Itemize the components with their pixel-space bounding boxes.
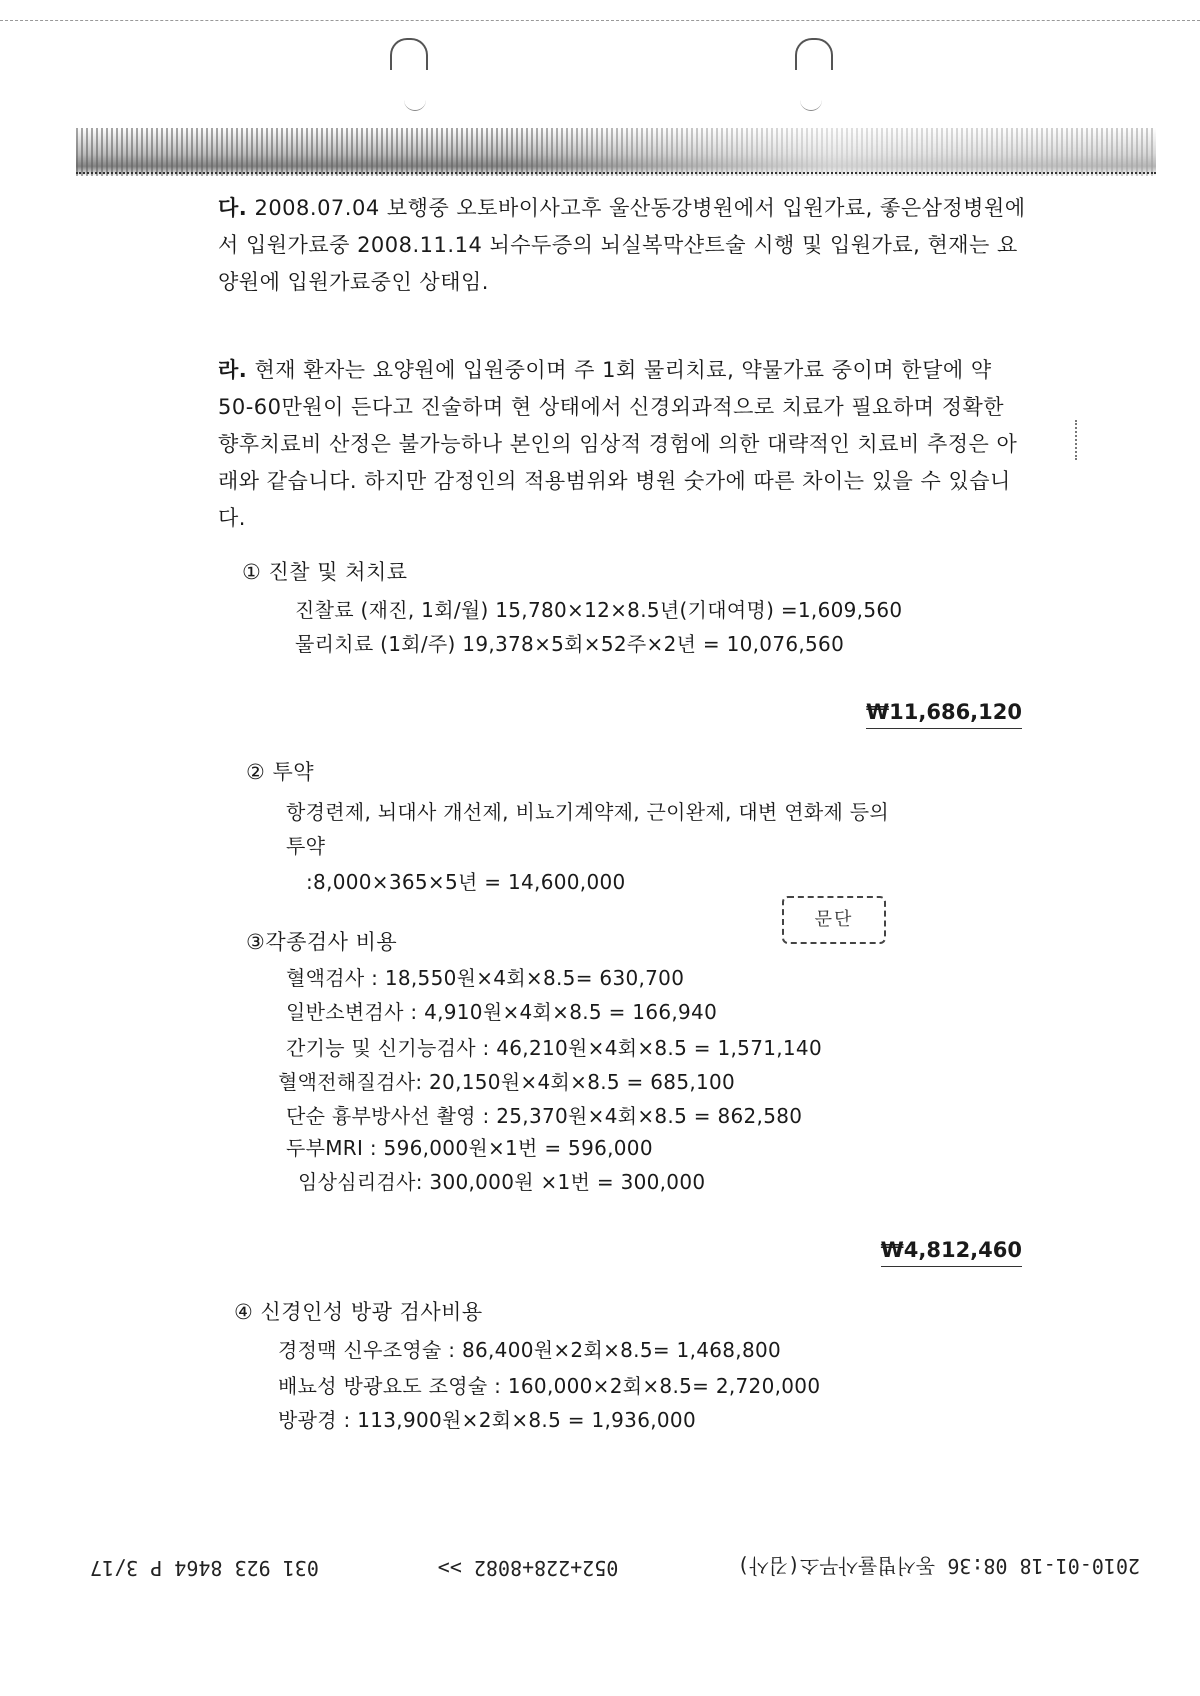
fax-timestamp: 2010-01-18 08:36 동서법률사무소(김사) — [737, 1554, 1140, 1579]
paragraph-da — [218, 190, 1028, 301]
scan-side-marks — [1075, 420, 1083, 460]
paragraph-ra — [218, 352, 1028, 537]
paragraph-ra-text: 현재 환자는 요양원에 입원중이며 주 1회 물리치료, 약물가료 중이며 한달에 약 50-60만원이 든다고 진술하며 현 상태에서 신경외과적으로 치료가 필요하며 정확한 향후치료비 산정은 불가능하나 본인의 임상적 경험에 의한 대략적인 치료비 추정은 아래와 같습니다. 하지만 감정인의 적용범위와 병원 숫가에 따른 차이는 있을 수 있습니다. — [218, 358, 1018, 530]
section-1-total: ₩11,686,120 — [866, 700, 1022, 729]
stamp-mark: 문단 — [782, 896, 886, 944]
section-2-title: ② 투약 — [246, 760, 315, 784]
top-edge-rule — [0, 20, 1200, 21]
section-2-line: 투약 — [286, 834, 326, 858]
section-3-line: 두부MRI : 596,000원×1번 = 596,000 — [286, 1136, 653, 1160]
punch-hole-right-icon — [795, 38, 833, 70]
section-1-title: ① 진찰 및 처치료 — [242, 560, 408, 584]
fax-to-number: 031 923 8464 P 3/17 — [90, 1556, 319, 1580]
punch-shadow-right — [800, 100, 822, 111]
section-1-line: 물리치료 (1회/주) 19,378×5회×52주×2년 = 10,076,560 — [295, 632, 845, 656]
section-4-line: 방광경 : 113,900원×2회×8.5 = 1,936,000 — [278, 1408, 696, 1432]
section-3-line: 임상심리검사: 300,000원 ×1번 = 300,000 — [298, 1170, 706, 1194]
punch-hole-left-icon — [390, 38, 428, 70]
section-3-total: ₩4,812,460 — [881, 1238, 1022, 1267]
section-3-line: 단순 흉부방사선 촬영 : 25,370원×4회×8.5 = 862,580 — [286, 1104, 803, 1128]
section-3-line: 혈액검사 : 18,550원×4회×8.5= 630,700 — [286, 966, 685, 990]
section-3-line: 혈액전해질검사: 20,150원×4회×8.5 = 685,100 — [278, 1070, 736, 1094]
scan-noise-band — [76, 128, 1156, 176]
section-4-line: 경정맥 신우조영술 : 86,400원×2회×8.5= 1,468,800 — [278, 1338, 782, 1362]
section-4-title: ④ 신경인성 방광 검사비용 — [234, 1300, 483, 1324]
paragraph-ra-label: 라. — [218, 358, 248, 382]
fax-header-upside-down — [90, 1548, 1140, 1588]
paragraph-da-label: 다. — [218, 196, 248, 220]
fax-from-number: 052+228+8082 >> — [437, 1556, 619, 1580]
section-1-line: 진찰료 (재진, 1회/월) 15,780×12×8.5년(기대여명) =1,609,560 — [295, 598, 903, 622]
section-3-line: 간기능 및 신기능검사 : 46,210원×4회×8.5 = 1,571,140 — [286, 1036, 822, 1060]
section-2-line: :8,000×365×5년 = 14,600,000 — [306, 870, 626, 894]
punch-shadow-left — [404, 100, 426, 111]
section-4-line: 배뇨성 방광요도 조영술 : 160,000×2회×8.5= 2,720,000 — [278, 1374, 821, 1398]
section-2-line: 항경련제, 뇌대사 개선제, 비뇨기계약제, 근이완제, 대변 연화제 등의 — [286, 800, 889, 824]
section-3-title: ③각종검사 비용 — [246, 930, 398, 954]
scan-noise-line — [76, 172, 1156, 174]
paragraph-da-text: 2008.07.04 보행중 오토바이사고후 울산동강병원에서 입원가료, 좋은삼정병원에서 입원가료중 2008.11.14 뇌수두증의 뇌실복막샨트술 시행 및 입원가료, 현재는 요양원에 입원가료중인 상태임. — [218, 196, 1026, 294]
section-3-line: 일반소변검사 : 4,910원×4회×8.5 = 166,940 — [286, 1000, 718, 1024]
